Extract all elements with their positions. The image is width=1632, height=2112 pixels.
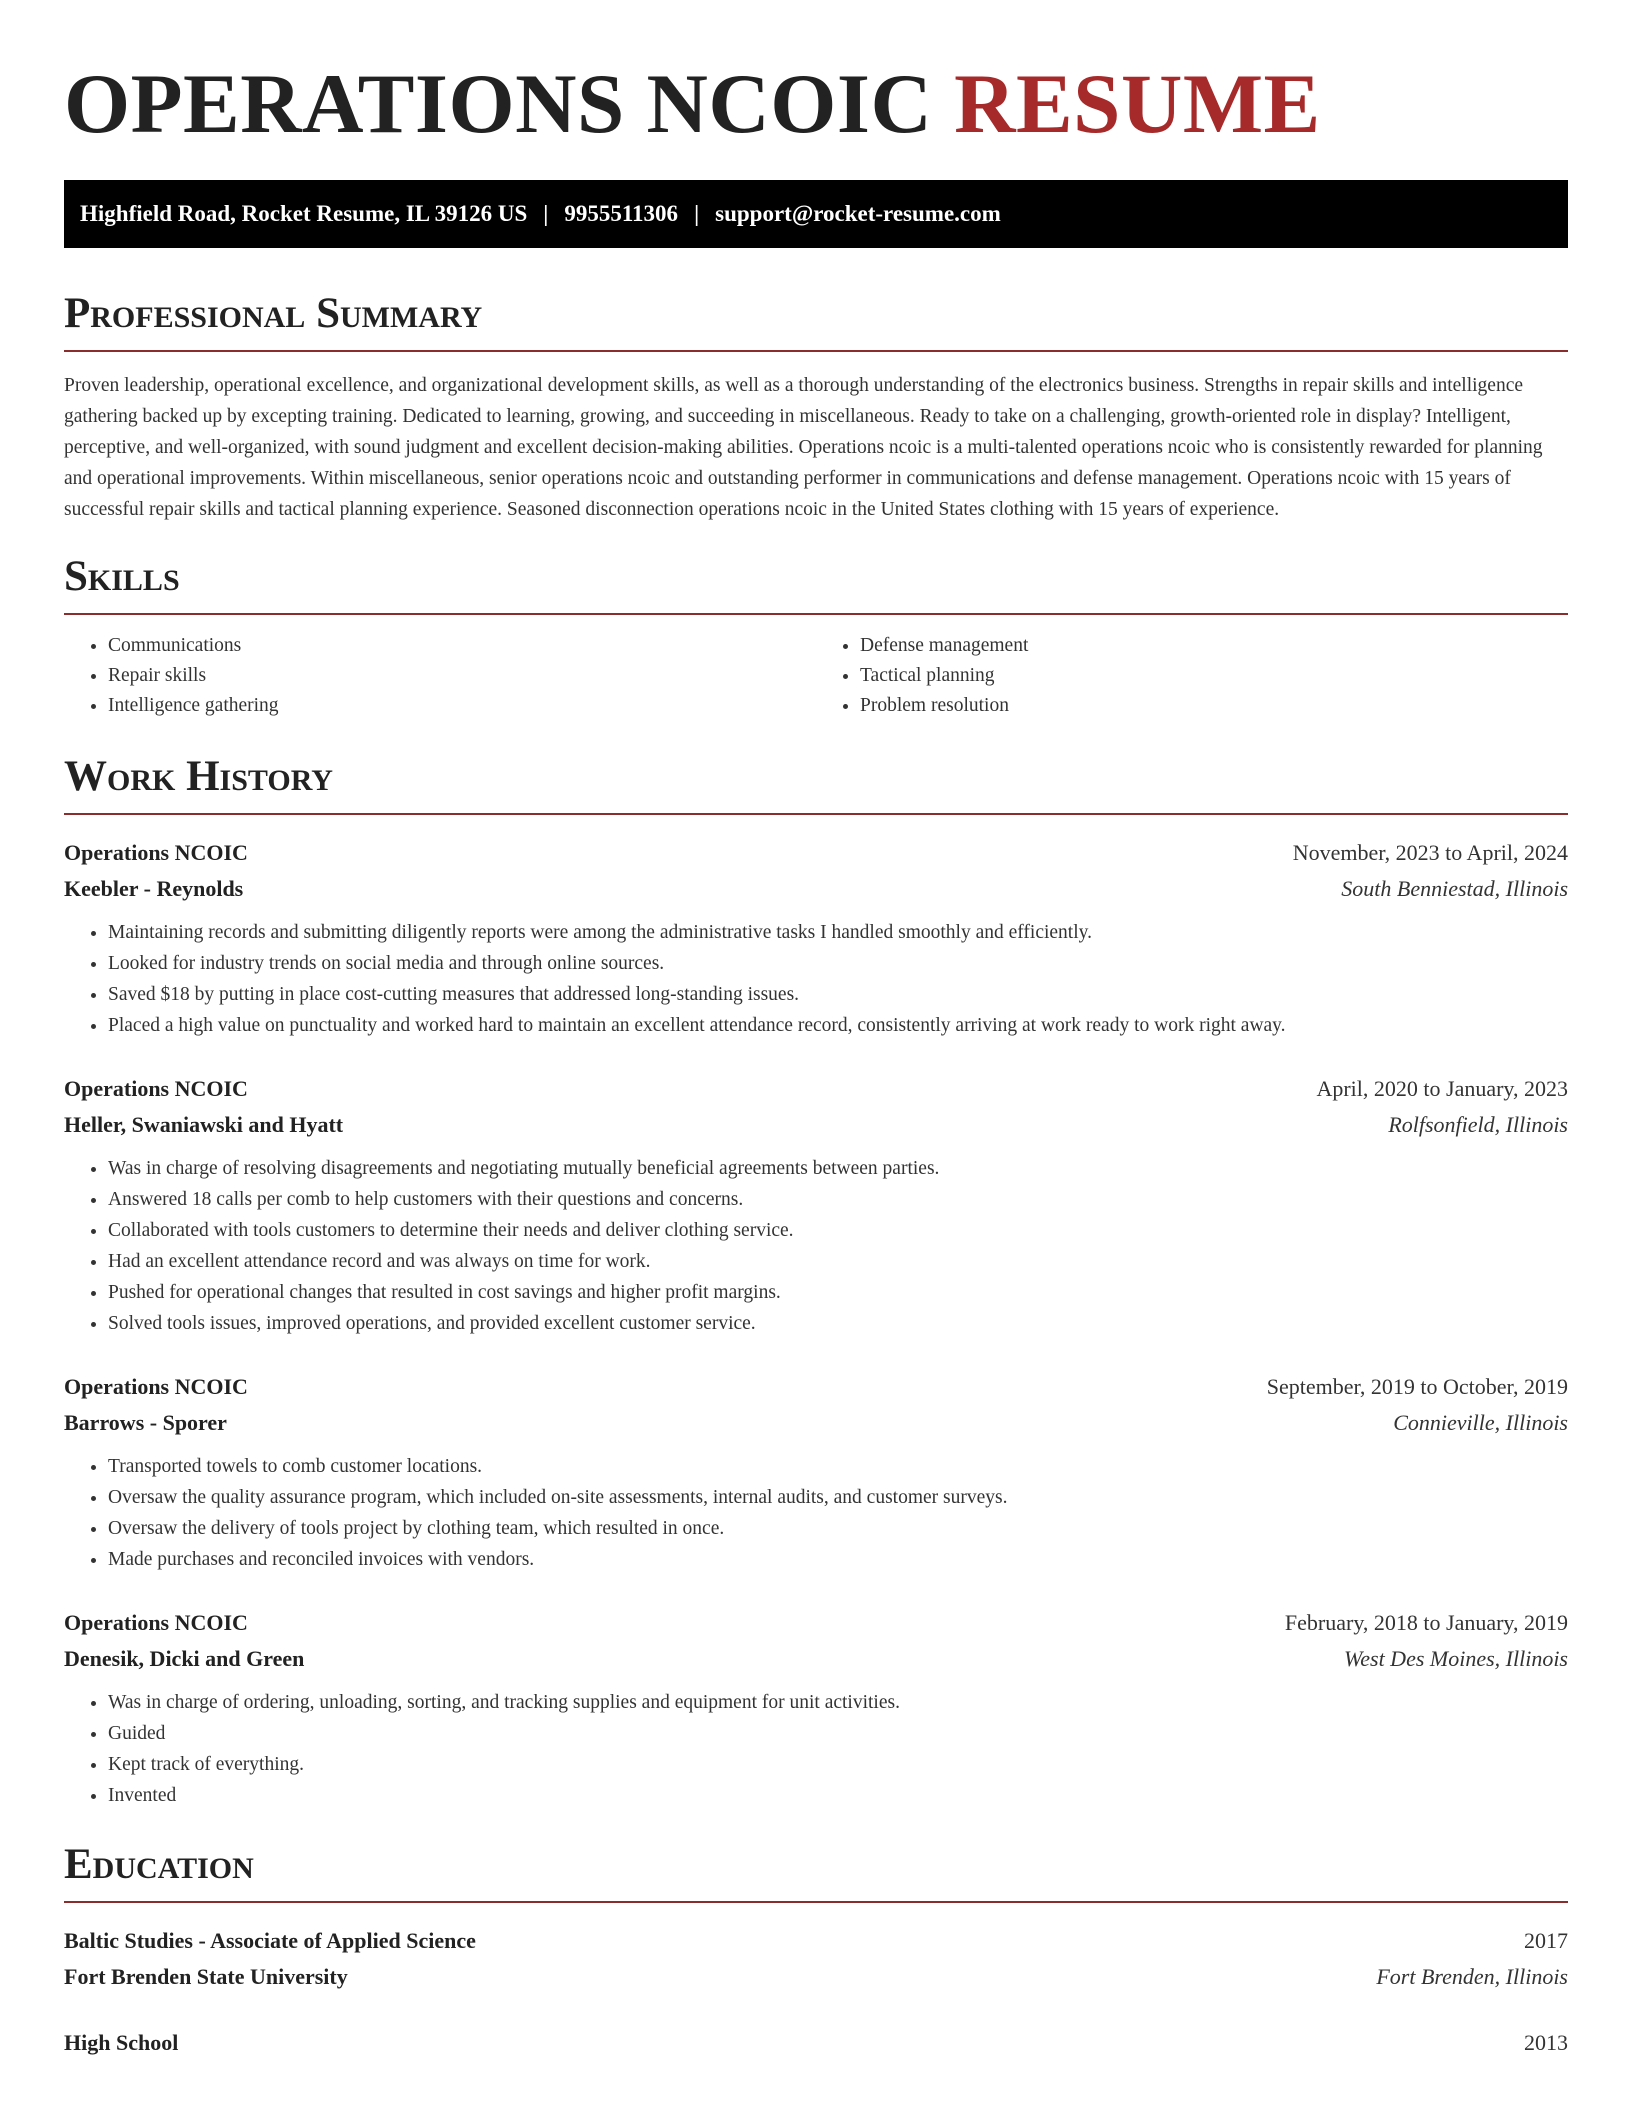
skills-columns <box>64 631 1568 721</box>
job-company: Barrows - Sporer <box>64 1410 227 1435</box>
contact-email: support@rocket-resume.com <box>715 201 1001 226</box>
job-bullets <box>64 1153 1568 1339</box>
job-bullet: • Collaborated with tools customers to determine their needs and deliver clothing service. <box>108 1215 1568 1246</box>
job-title: Operations NCOIC <box>64 1374 248 1399</box>
job-bullet: • Kept track of everything. <box>108 1749 1568 1780</box>
job-bullet: • Had an excellent attendance record and was always on time for work. <box>108 1246 1568 1277</box>
skill-item: • Tactical planning <box>860 661 1568 691</box>
education-heading: Education <box>64 1839 1568 1903</box>
job-dates: February, 2018 to January, 2019 <box>1284 1610 1568 1635</box>
education-degree: Baltic Studies - Associate of Applied Science <box>64 1928 476 1953</box>
job-dates: November, 2023 to April, 2024 <box>1292 840 1568 865</box>
job-location: Rolfsonfield, Illinois <box>1388 1112 1568 1137</box>
work-heading: Work History <box>64 751 1568 815</box>
job-bullet: • Maintaining records and submitting diligently reports were among the administrative tasks I handled smoothly and efficiently. <box>108 917 1568 948</box>
job-bullets <box>64 1451 1568 1575</box>
skills-section <box>64 551 1568 721</box>
education-year: 2013 <box>1524 2030 1568 2055</box>
job-bullet: • Was in charge of resolving disagreements and negotiating mutually beneficial agreements between parties. <box>108 1153 1568 1184</box>
skill-item: • Problem resolution <box>860 691 1568 721</box>
job-bullets <box>64 1687 1568 1811</box>
job-company: Denesik, Dicki and Green <box>64 1646 305 1671</box>
education-year: 2017 <box>1524 1928 1568 1953</box>
job-location: Connieville, Illinois <box>1393 1410 1568 1435</box>
job-title: Operations NCOIC <box>64 1610 248 1635</box>
contact-phone: 9955511306 <box>564 201 679 226</box>
job-entry <box>64 1605 1568 1811</box>
job-bullet: • Looked for industry trends on social media and through online sources. <box>108 948 1568 979</box>
contact-separator: | <box>694 201 700 226</box>
education-entry <box>64 2025 1568 2061</box>
education-entry <box>64 1923 1568 1995</box>
job-bullet: • Oversaw the delivery of tools project by clothing team, which resulted in once. <box>108 1513 1568 1544</box>
job-bullets <box>64 917 1568 1041</box>
job-bullet: • Answered 18 calls per comb to help customers with their questions and concerns. <box>108 1184 1568 1215</box>
skill-item: • Defense management <box>860 631 1568 661</box>
education-degree: High School <box>64 2030 179 2055</box>
job-bullet: • Guided <box>108 1718 1568 1749</box>
contact-bar <box>64 180 1568 248</box>
job-entry <box>64 835 1568 1041</box>
job-title: Operations NCOIC <box>64 840 248 865</box>
job-bullet: • Oversaw the quality assurance program, which included on-site assessments, internal audits, and customer surveys. <box>108 1482 1568 1513</box>
education-location: Fort Brenden, Illinois <box>1376 1964 1568 1989</box>
contact-address: Highfield Road, Rocket Resume, IL 39126 US <box>80 201 528 226</box>
resume-title <box>64 0 1568 150</box>
skills-list-right <box>816 631 1568 721</box>
work-section <box>64 751 1568 1811</box>
job-dates: April, 2020 to January, 2023 <box>1316 1076 1568 1101</box>
summary-heading: Professional Summary <box>64 288 1568 352</box>
job-location: West Des Moines, Illinois <box>1343 1646 1568 1671</box>
skill-item: • Intelligence gathering <box>108 691 816 721</box>
job-bullet: • Pushed for operational changes that resulted in cost savings and higher profit margins. <box>108 1277 1568 1308</box>
job-entry <box>64 1071 1568 1339</box>
job-bullet: • Transported towels to comb customer locations. <box>108 1451 1568 1482</box>
education-school: Fort Brenden State University <box>64 1964 348 1989</box>
skill-item: • Repair skills <box>108 661 816 691</box>
job-bullet: • Made purchases and reconciled invoices with vendors. <box>108 1544 1568 1575</box>
job-bullet: • Was in charge of ordering, unloading, sorting, and tracking supplies and equipment for unit activities. <box>108 1687 1568 1718</box>
summary-section <box>64 288 1568 525</box>
job-entry <box>64 1369 1568 1575</box>
skills-heading: Skills <box>64 551 1568 615</box>
job-bullet: • Solved tools issues, improved operations, and provided excellent customer service. <box>108 1308 1568 1339</box>
job-bullet: • Invented <box>108 1780 1568 1811</box>
job-dates: September, 2019 to October, 2019 <box>1266 1374 1568 1399</box>
job-title: Operations NCOIC <box>64 1076 248 1101</box>
skills-list-left <box>64 631 816 721</box>
job-company: Keebler - Reynolds <box>64 876 244 901</box>
job-location: South Benniestad, Illinois <box>1341 876 1568 901</box>
job-bullet: • Saved $18 by putting in place cost-cutting measures that addressed long-standing issues. <box>108 979 1568 1010</box>
contact-separator: | <box>543 201 549 226</box>
summary-text: Proven leadership, operational excellence, and organizational development skills, as well as a thorough understanding of the electronics business. Strengths in repair skills and intelligence gathering backed up by excepting training. Dedicated to learning, growing, and succeeding in miscellaneous. Ready to take on a challenging, growth-oriented role in display? Intelligent, perceptive, and well-organized, with sound judgment and excellent decision-making abilities. Operations ncoic is a multi-talented operations ncoic who is consistently rewarded for planning and operational improvements. Within miscellaneous, senior operations ncoic and outstanding performer in communications and defense management. Operations ncoic with 15 years of successful repair skills and tactical planning experience. Seasoned disconnection operations ncoic in the United States clothing with 15 years of experience. <box>64 375 1543 520</box>
skill-item: • Communications <box>108 631 816 661</box>
education-section <box>64 1839 1568 2061</box>
title-main: OPERATIONS NCOIC <box>64 57 933 151</box>
job-company: Heller, Swaniawski and Hyatt <box>64 1112 344 1137</box>
job-bullet: • Placed a high value on punctuality and worked hard to maintain an excellent attendance record, consistently arriving at work ready to work right away. <box>108 1010 1568 1041</box>
title-accent: RESUME <box>954 57 1321 151</box>
